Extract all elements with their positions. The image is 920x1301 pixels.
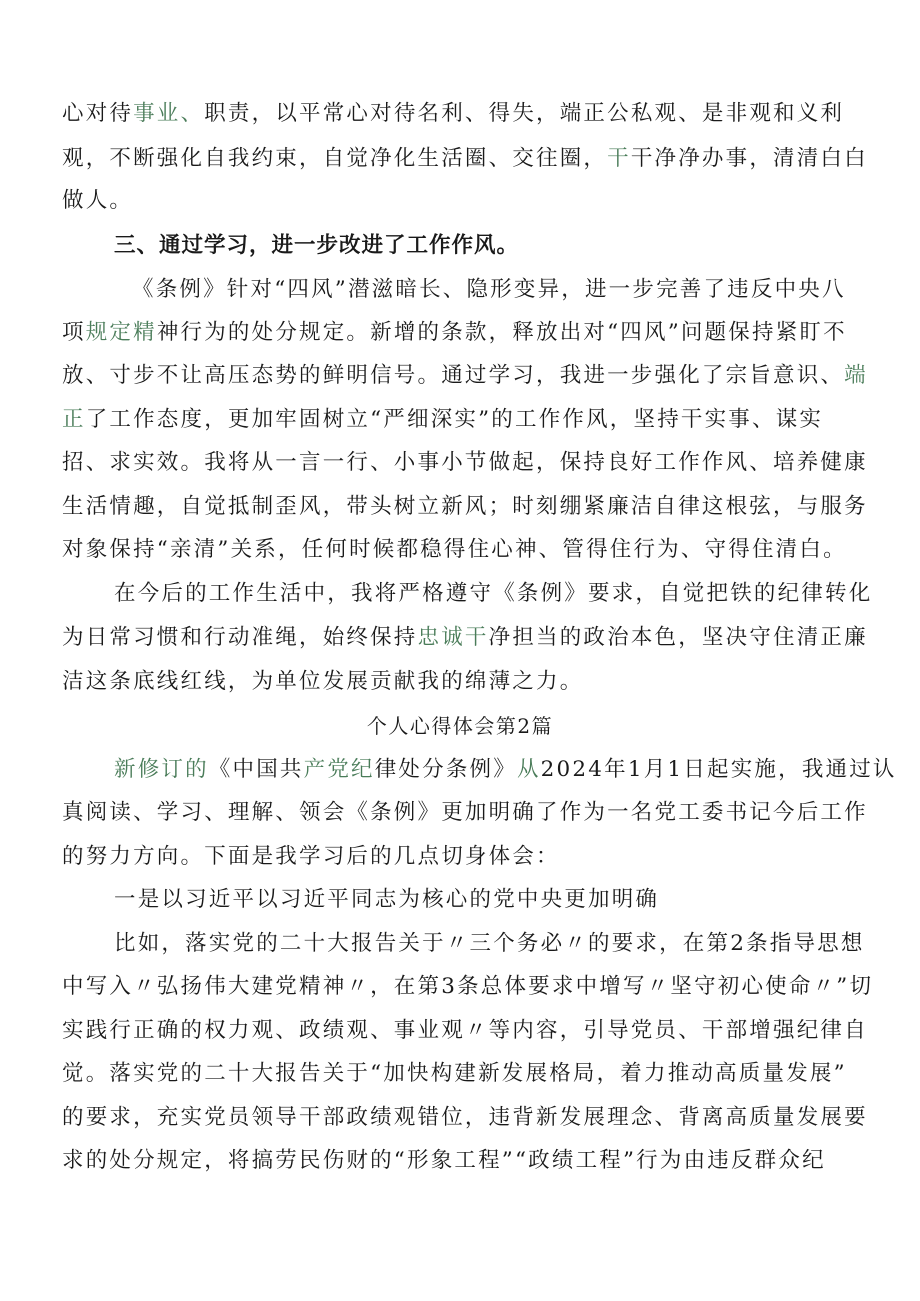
- body-line: [62, 100, 862, 128]
- text-run: 律处分条例》: [374, 757, 517, 782]
- highlighted-text: 干: [607, 146, 631, 171]
- body-line: [62, 1147, 862, 1175]
- text-run: 2024年1月1日起实施，我通过认: [540, 757, 897, 782]
- body-line: [62, 187, 862, 215]
- text-run: 个人心得体会第2篇: [366, 714, 554, 738]
- highlighted-text: 正: [62, 407, 86, 432]
- body-line: [62, 362, 868, 390]
- highlighted-text: 产党纪: [303, 757, 375, 782]
- text-run: 中写入〃弘扬伟大建党精神〃，在第3条总体要求中增写〃坚守初心使命〃”切: [62, 974, 874, 999]
- paragraph-first-line: [132, 276, 880, 304]
- body-line: [62, 1104, 868, 1132]
- body-line: [62, 973, 874, 1001]
- paragraph-first-line: [114, 580, 873, 608]
- text-run: 洁这条底线红线，为单位发展贡献我的绵薄之力。: [62, 669, 584, 694]
- body-line: [62, 319, 862, 347]
- text-run: 比如，落实党的二十大报告关于〃三个务必〃的要求，在第2条指导思想: [114, 931, 865, 956]
- text-run: 净担当的政治本色，坚决守住清正廉: [488, 625, 868, 650]
- paragraph-first-line: [114, 930, 865, 958]
- body-line: [62, 406, 862, 434]
- paragraph-first-line: [114, 886, 862, 914]
- text-run: 在今后的工作生活中，我将严格遵守《条例》要求，自觉把铁的纪律转化: [114, 581, 873, 606]
- text-run: 干净净办事，清清白白: [630, 146, 868, 171]
- section-heading: [114, 232, 862, 260]
- text-run: 觉。落实党的二十大报告关于“加快构建新发展格局，着力推动高质量发展”: [62, 1061, 847, 1086]
- text-run: 三、通过学习，进一步改进了工作作风。: [114, 233, 520, 258]
- body-line: [62, 536, 862, 564]
- highlighted-text: 规定精: [85, 320, 157, 345]
- text-run: 真阅读、学习、理解、领会《条例》更加明确了作为一名党工委书记今后工作: [62, 800, 868, 825]
- text-run: 生活情趣，自觉抵制歪风，带头树立新风；时刻绷紧廉洁自律这根弦，与服务: [62, 494, 868, 519]
- text-run: 神行为的处分规定。新增的条款，释放出对“四风”问题保持紧盯不: [156, 320, 847, 345]
- text-run: 《中国共: [208, 757, 304, 782]
- body-line: [62, 799, 868, 827]
- text-run: 《条例》针对“四风”潜滋暗长、隐形变异，进一步完善了违反中央八: [132, 277, 846, 302]
- highlighted-text: 事业、: [133, 101, 205, 126]
- text-run: 的努力方向。下面是我学习后的几点切身体会：: [62, 844, 560, 869]
- body-line: [62, 843, 862, 871]
- text-run: 做人。: [62, 188, 134, 213]
- body-line: [62, 145, 868, 173]
- body-line: [62, 668, 862, 696]
- body-line: [62, 624, 868, 652]
- highlighted-text: 忠诚干: [417, 625, 489, 650]
- highlighted-text: 新修订的: [114, 757, 209, 782]
- text-run: 的要求，充实党员领导干部政绩观错位，违背新发展理念、背离高质量发展要: [62, 1105, 868, 1130]
- text-run: 对象保持“亲清”关系，任何时候都稳得住心神、管得住行为、守得住清白。: [62, 537, 847, 562]
- text-run: 了工作态度，更加牢固树立“严细深实”的工作作风，坚持干实事、谋实: [85, 407, 824, 432]
- text-run: 一是以习近平以习近平同志为核心的党中央更加明确: [114, 887, 660, 912]
- paragraph-first-line: [114, 756, 897, 784]
- highlighted-text: 从: [516, 757, 541, 782]
- body-line: [62, 1060, 862, 1088]
- text-run: 职责，以平常心对待名利、得失，端正公私观、是非观和义利: [204, 101, 845, 126]
- text-run: 观，不断强化自我约束，自觉净化生活圈、交往圈，: [62, 146, 608, 171]
- text-run: 放、寸步不让高压态势的鲜明信号。通过学习，我进一步强化了宗旨意识、: [62, 363, 845, 388]
- highlighted-text: 端: [844, 363, 868, 388]
- text-run: 心对待: [62, 101, 134, 126]
- text-run: 项: [62, 320, 86, 345]
- text-run: 为日常习惯和行动准绳，始终保持: [62, 625, 418, 650]
- article-title: [0, 712, 920, 740]
- body-line: [62, 449, 868, 477]
- text-run: 招、求实效。我将从一言一行、小事小节做起，保持良好工作作风、培养健康: [62, 450, 868, 475]
- body-line: [62, 1017, 868, 1045]
- text-run: 求的处分规定，将搞劳民伤财的“形象工程”“政绩工程”行为由违反群众纪: [62, 1148, 826, 1173]
- body-line: [62, 493, 868, 521]
- text-run: 实践行正确的权力观、政绩观、事业观〃等内容，引导党员、干部增强纪律自: [62, 1018, 868, 1043]
